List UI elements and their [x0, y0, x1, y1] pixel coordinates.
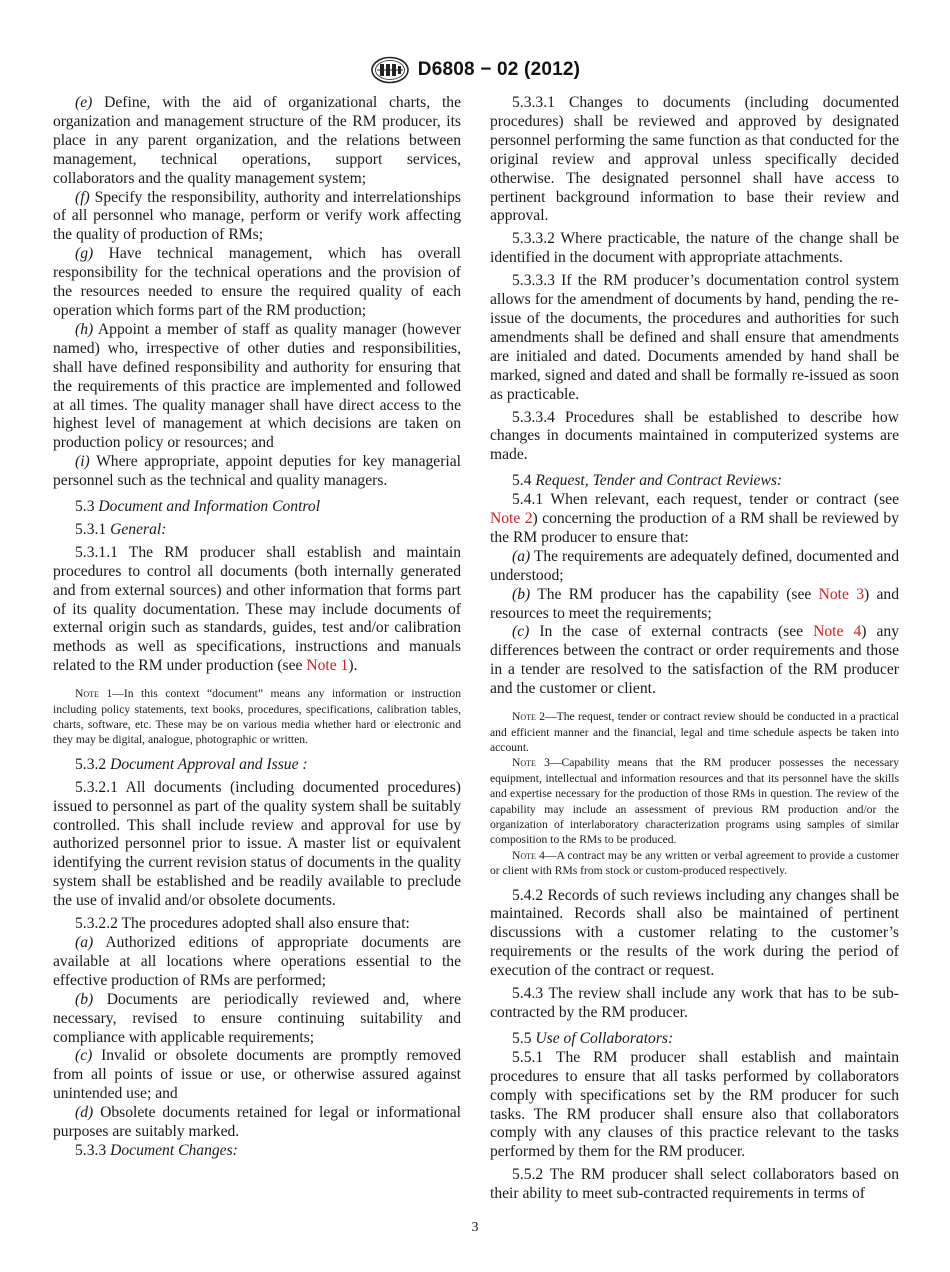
paragraph: 5.5.2 The RM producer shall select collaborators based on their ability to meet sub-contracted requirements in terms of	[490, 1166, 899, 1203]
list-item: (c) In the case of external contracts (see Note 4) any differences between the contract or order requirements and those in a tender are resolved to the satisfaction of the RM producer and the customer or client.	[490, 623, 899, 698]
paragraph: 5.5.1 The RM producer shall establish and maintain procedures to ensure that all tasks performed by collaborators comply with specifications set by the RM producer for such tasks. The RM producer shall ensure also that collaborators comply with any clauses of this practice relevant to the tasks performed by them for the RM producer.	[490, 1048, 899, 1161]
paragraph: 5.3.3.1 Changes to documents (including documented procedures) shall be reviewed and approved by designated personnel performing the same function as that conducted for the original review and approval unless specifically decided otherwise. The designated personnel shall have access to pertinent background information to base their review and approval.	[490, 94, 899, 225]
paragraph: 5.4.1 When relevant, each request, tender or contract (see Note 2) concerning the production of a RM shall be reviewed by the RM producer to ensure that:	[490, 491, 899, 546]
paragraph: 5.3.2.1 All documents (including documented procedures) issued to personnel as part of the quality system shall be suitably controlled. This shall include review and approval for use by authorized personnel prior to issue. A master list or equivalent identifying the current revision status of documents in the quality system shall be established and be readily available to preclude the use of invalid and/or obsolete documents.	[53, 778, 461, 910]
section-heading: 5.4 Request, Tender and Contract Reviews:	[512, 472, 783, 490]
section-heading: 5.3.2 Document Approval and Issue :	[75, 755, 308, 773]
paragraph: 5.3.3.3 If the RM producer’s documentation control system allows for the amendment of documents by hand, pending the re-issue of the documents, the procedures and authorities for such amendments shall be defined and shall ensure that amendments are initialed and dated. Documents amended by hand shall be marked, signed and dated and shall be formally re-issued as soon as practicable.	[490, 272, 899, 403]
section-heading: 5.3.3 Document Changes:	[75, 1141, 238, 1159]
list-item: (h) Appoint a member of staff as quality manager (however named) who, irrespective of other duties and responsibilities, shall have defined responsibility and authority for ensuring that the requirements of this practice are implemented and followed at all times. The quality manager shall have direct access to the highest level of management at which decisions are taken on production policy or resources; and	[53, 320, 461, 452]
note: Note 4—A contract may be any written or verbal agreement to provide a customer or client with RMs from stock or custom-produced respectively.	[490, 848, 899, 878]
paragraph: 5.3.3.4 Procedures shall be established to describe how changes in documents maintained in computerized systems are made.	[490, 408, 899, 464]
list-item: (i) Where appropriate, appoint deputies for key managerial personnel such as the technical and quality managers.	[53, 453, 462, 490]
paragraph: 5.3.1.1 The RM producer shall establish and maintain procedures to control all documents (both internally generated and from external sources) and other information that forms part of its quality documentation. These may include documents of external origin such as standards, guides, test and/or calibration methods as well as specifications, instructions and manuals related to the RM under production (see Note 1).	[53, 543, 461, 675]
list-item: (b) Documents are periodically reviewed and, where necessary, revised to ensure continuing suitability and compliance with applicable requirements;	[53, 990, 461, 1046]
note-link[interactable]: Note 4	[813, 623, 862, 641]
document-designation: D6808 − 02 (2012)	[417, 59, 581, 80]
list-item: (b) The RM producer has the capability (see Note 3) and resources to meet the requirements;	[490, 585, 899, 622]
note-link[interactable]: Note 1	[306, 657, 349, 675]
note-link[interactable]: Note 2	[490, 510, 533, 528]
right-column	[490, 94, 899, 1204]
page-number: 3	[471, 1220, 479, 1235]
list-item: (c) Invalid or obsolete documents are promptly removed from all points of issue or use, or otherwise assured against unintended use; and	[53, 1047, 461, 1103]
note-link[interactable]: Note 3	[818, 585, 864, 603]
list-item: (f) Specify the responsibility, authority and interrelationships of all personnel who manage, perform or verify work affecting the quality of production of RMs;	[53, 188, 461, 244]
list-item: (d) Obsolete documents retained for legal or informational purposes are suitably marked.	[53, 1104, 462, 1141]
list-item: (e) Define, with the aid of organizational charts, the organization and management structure of the RM producer, its place in any parent organization, and the relations between management, technical operations, support services, collaborators and the quality management system;	[53, 94, 461, 187]
section-heading: 5.3.1 General:	[75, 520, 167, 538]
list-item: (a) Authorized editions of appropriate documents are available at all locations where operations essential to the effective production of RMs are performed;	[53, 933, 461, 989]
list-item: (a) The requirements are adequately defined, documented and understood;	[490, 547, 899, 584]
note: Note 2—The request, tender or contract review should be conducted in a practical and efficient manner and the financial, legal and time schedule aspects be taken into account.	[490, 710, 899, 754]
paragraph: 5.3.2.2 The procedures adopted shall also ensure that:	[75, 915, 410, 933]
page-header	[0, 54, 950, 86]
section-heading: 5.3 Document and Information Control	[75, 498, 321, 516]
paragraph: 5.3.3.2 Where practicable, the nature of the change shall be identified in the document with appropriate attachments.	[490, 230, 899, 267]
paragraph: 5.4.3 The review shall include any work that has to be sub-contracted by the RM producer.	[490, 985, 899, 1021]
note: Note 3—Capability means that the RM producer possesses the necessary equipment, intellectual and information resources and that its personnel have the skills and expertise necessary for the production of those RMs in question. The review of the capability may include an assessment of previous RM production and/or the organization of interlaboratory characterization programs using samples of similar composition to the RMs to be produced.	[490, 756, 899, 847]
list-item: (g) Have technical management, which has overall responsibility for the technical operations and the provision of the resources needed to ensure the required quality of each operation which forms part of the RM production;	[53, 245, 461, 319]
left-column	[53, 94, 461, 1161]
paragraph: 5.4.2 Records of such reviews including any changes shall be maintained. Records shall also be maintained of pertinent discussions with a customer relating to the customer’s requirements or the results of the work during the period of execution of the contract or request.	[490, 886, 899, 980]
astm-logo-icon	[370, 56, 410, 84]
section-heading: 5.5 Use of Collaborators:	[512, 1029, 674, 1047]
note: Note 1—In this context “document” means any information or instruction including policy statements, text books, procedures, specifications, calibration tables, charts, software, etc. These may be on various media whether hard or electronic and they may be digital, analogue, photographic or written.	[53, 687, 462, 747]
